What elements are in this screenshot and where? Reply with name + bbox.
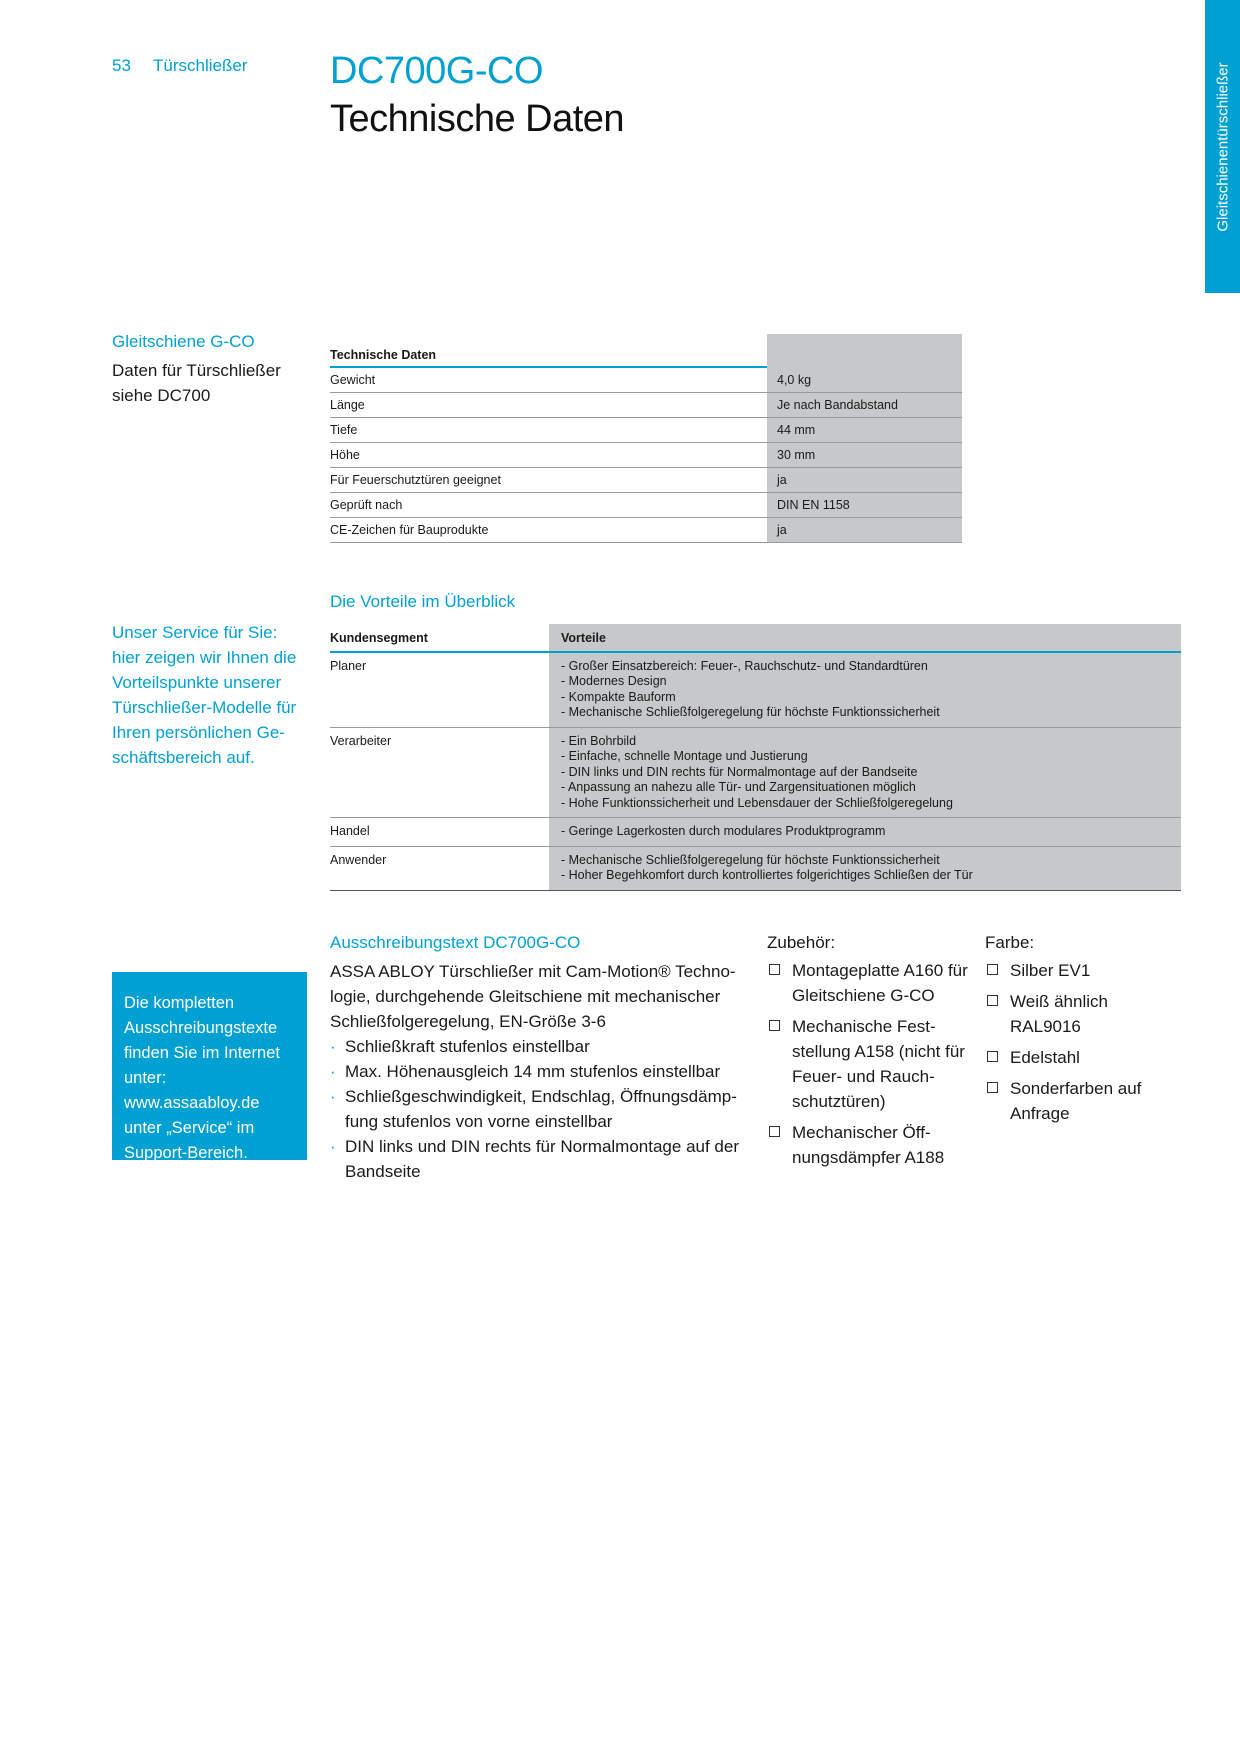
checkbox-icon <box>769 964 780 975</box>
table-row <box>330 493 962 518</box>
side-tab <box>1205 0 1240 293</box>
table-header-cell <box>767 334 962 367</box>
table-row <box>330 393 962 418</box>
advantages-cell <box>549 727 1181 818</box>
list-item <box>767 1014 972 1114</box>
advantage-item: - Modernes Design <box>561 674 667 688</box>
list-item-text: Sonderfarben auf Anfrage <box>1010 1079 1142 1123</box>
checkbox-icon <box>769 1020 780 1031</box>
list-item-text: Mechanische Feststellung A158 (nicht für Feuer- und Rauchschutztüren) <box>792 1017 965 1111</box>
list-item-text: Silber EV1 <box>1010 961 1091 980</box>
rail-note-title: Gleitschiene G-CO <box>112 332 255 351</box>
table-row <box>330 367 962 393</box>
tech-value-cell: 30 mm <box>767 443 962 468</box>
table-row <box>330 846 1181 890</box>
segment-cell: Handel <box>330 818 549 847</box>
page-number: 53 <box>112 56 131 75</box>
tech-value-cell: 44 mm <box>767 418 962 443</box>
segment-cell: Verarbeiter <box>330 727 549 818</box>
accessories-list <box>767 958 972 1176</box>
advantage-item: - Einfache, schnelle Montage und Justierung <box>561 749 808 763</box>
advantage-item: - Mechanische Schließfolgeregelung für höchste Funktionssicherheit <box>561 852 940 867</box>
tech-label-cell: Tiefe <box>330 418 767 443</box>
list-item <box>985 1076 1160 1126</box>
bullet-dot: · <box>330 1087 336 1106</box>
advantage-item: - Anpassung an nahezu alle Tür- und Zargensituationen möglich <box>561 780 916 794</box>
list-item <box>985 1045 1160 1070</box>
list-item <box>330 1034 750 1059</box>
checkbox-icon <box>987 1051 998 1062</box>
tech-label-cell: Höhe <box>330 443 767 468</box>
checkbox-icon <box>987 995 998 1006</box>
page-subtitle: Technische Daten <box>330 98 625 140</box>
table-header-row <box>330 624 1181 652</box>
bullet-dot: · <box>330 1137 336 1156</box>
tech-label-cell: Gewicht <box>330 367 767 393</box>
list-item <box>985 989 1160 1039</box>
bullet-text: DIN links und DIN rechts für Normalmontage auf der Bandseite <box>345 1137 739 1181</box>
tender-intro: ASSA ABLOY Türschließer mit Cam-Motion® Technologie, durchgehende Gleitschiene mit mechanischer Schließfolgeregelung, EN-Größe 3-6 <box>330 962 736 1031</box>
bullet-text: Schließgeschwindigkeit, Endschlag, Öffnungsdämpfung stufenlos von vorne einstellbar <box>345 1087 737 1131</box>
table-row <box>330 652 1181 728</box>
bullet-dot: · <box>330 1062 336 1081</box>
list-item-text: Edelstahl <box>1010 1048 1080 1067</box>
advantage-item: - Mechanische Schließfolgeregelung für höchste Funktionssicherheit <box>561 705 940 719</box>
advantage-item: - Hohe Funktionssicherheit und Lebensdauer der Schließfolgeregelung <box>561 795 953 810</box>
tech-label-cell: CE-Zeichen für Bauprodukte <box>330 518 767 543</box>
table-row <box>330 818 1181 847</box>
tech-label-cell: Für Feuerschutztüren geeignet <box>330 468 767 493</box>
tech-value-cell: ja <box>767 468 962 493</box>
tech-label-cell: Länge <box>330 393 767 418</box>
advantage-item: - Kompakte Bauform <box>561 689 676 704</box>
table-row <box>330 443 962 468</box>
list-item-text: Mechanischer Öffnungsdämpfer A188 <box>792 1123 945 1167</box>
table-row <box>330 468 962 493</box>
colors-list <box>985 958 1160 1132</box>
list-item <box>985 958 1160 983</box>
table-row <box>330 418 962 443</box>
advantages-title: Die Vorteile im Überblick <box>330 592 516 611</box>
list-item <box>767 958 972 1008</box>
model-title: DC700G-CO <box>330 50 543 92</box>
advantage-item: - Großer Einsatzbereich: Feuer-, Rauchschutz- und Standardtüren <box>561 658 928 673</box>
table-row <box>330 727 1181 818</box>
service-note: Unser Service für Sie: hier zeigen wir Ihnen die Vorteilspunkte unserer Türschließer-Modelle für Ihren persönlichen Geschäftsbereich auf. <box>112 623 297 767</box>
advantages-table <box>330 624 1181 891</box>
bullet-text: Max. Höhenausgleich 14 mm stufenlos einstellbar <box>345 1062 721 1081</box>
list-item <box>767 1120 972 1170</box>
tech-value-cell: DIN EN 1158 <box>767 493 962 518</box>
technical-data-table <box>330 334 962 543</box>
tech-value-cell: Je nach Bandabstand <box>767 393 962 418</box>
list-item <box>330 1084 750 1134</box>
bullet-text: Schließkraft stufenlos einstellbar <box>345 1037 590 1056</box>
accessories-title: Zubehör: <box>767 933 836 952</box>
table-header-cell: Kundensegment <box>330 624 549 652</box>
advantage-item: - Hoher Begehkomfort durch kontrolliertes folgerichtiges Schließen der Tür <box>561 868 973 882</box>
table-header-row <box>330 334 962 367</box>
tech-label-cell: Geprüft nach <box>330 493 767 518</box>
list-item <box>330 1059 750 1084</box>
rail-note-text: Daten für Türschließer siehe DC700 <box>112 361 281 405</box>
info-box: Die kompletten Ausschreibungstexte finden Sie im Internet unter: www.assaabloy.de unter „Service“ im Support-Bereich. <box>112 972 307 1160</box>
segment-cell: Anwender <box>330 846 549 890</box>
advantages-cell <box>549 652 1181 728</box>
table-header-cell: Vorteile <box>549 624 1181 652</box>
bullet-dot: · <box>330 1037 336 1056</box>
table-row <box>330 518 962 543</box>
tech-value-cell: 4,0 kg <box>767 367 962 393</box>
list-item-text: Weiß ähnlich RAL9016 <box>1010 992 1108 1036</box>
checkbox-icon <box>769 1126 780 1137</box>
table-header-cell: Technische Daten <box>330 334 767 367</box>
checkbox-icon <box>987 1082 998 1093</box>
side-tab-label: Gleitschienentürschließer <box>1214 61 1231 232</box>
segment-cell: Planer <box>330 652 549 728</box>
tender-bullet-list <box>330 1034 750 1184</box>
list-item <box>330 1134 750 1184</box>
list-item-text: Montageplatte A160 für Gleitschiene G-CO <box>792 961 968 1005</box>
advantage-item: - Geringe Lagerkosten durch modulares Produktprogramm <box>561 824 886 838</box>
tender-title: Ausschreibungstext DC700G-CO <box>330 933 581 952</box>
tech-value-cell: ja <box>767 518 962 543</box>
advantage-item: - DIN links und DIN rechts für Normalmontage auf der Bandseite <box>561 764 918 779</box>
advantages-cell <box>549 818 1181 847</box>
advantage-item: - Ein Bohrbild <box>561 733 637 748</box>
advantages-cell <box>549 846 1181 890</box>
section-title: Türschließer <box>153 56 248 75</box>
colors-title: Farbe: <box>985 933 1035 952</box>
checkbox-icon <box>987 964 998 975</box>
tender-body <box>330 959 750 1184</box>
